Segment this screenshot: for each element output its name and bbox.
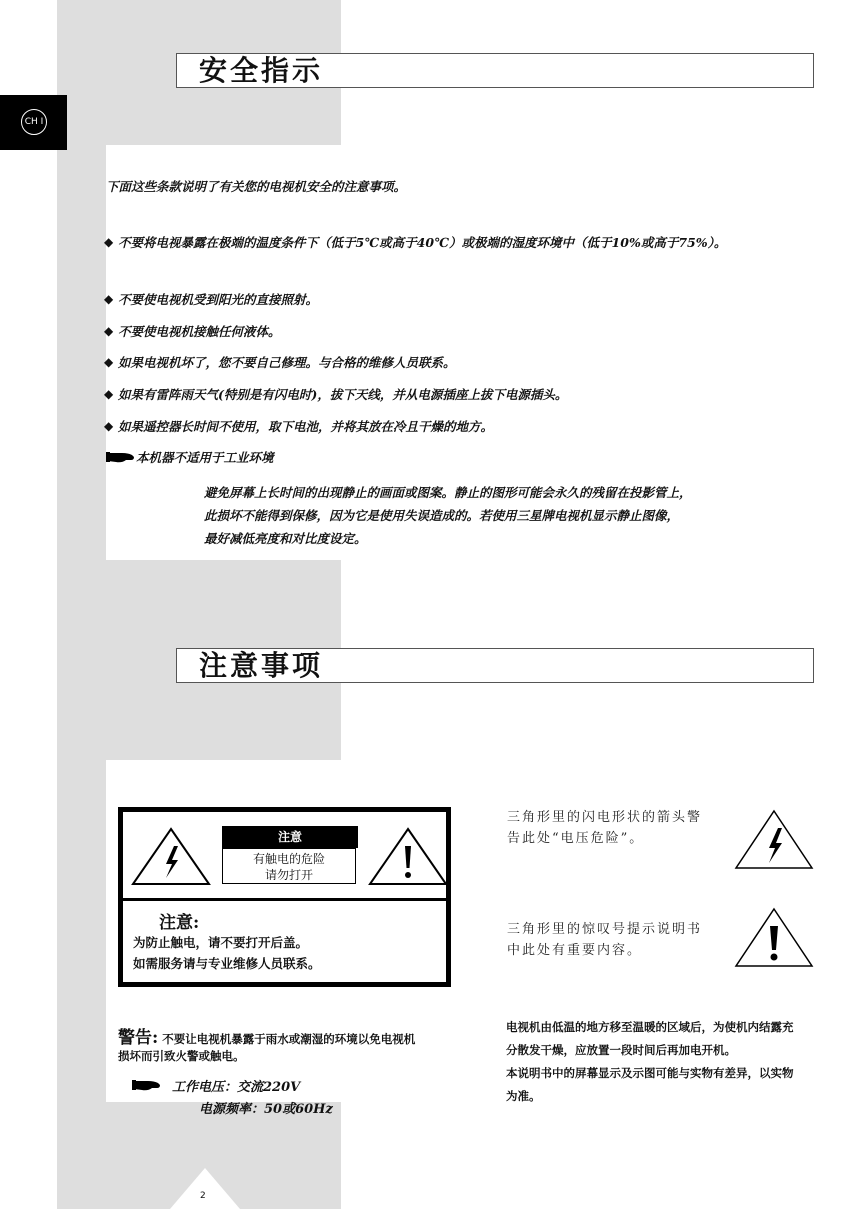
diamond-icon: ◆ bbox=[104, 324, 114, 338]
lightning-triangle-icon bbox=[733, 808, 815, 872]
label-sub-line: 有触电的危险 bbox=[252, 852, 325, 866]
section-title-box bbox=[176, 53, 814, 88]
bullet-item bbox=[104, 321, 818, 342]
diamond-icon: ◆ bbox=[104, 419, 114, 433]
label-sub-line: 请勿打开 bbox=[264, 868, 313, 882]
exclamation-desc: 中此处有重要内容。 bbox=[507, 943, 643, 958]
grey-band-left bbox=[57, 145, 106, 560]
caution-heading: 注意: bbox=[159, 913, 200, 933]
note-line: 最好减低亮度和对比度设定。 bbox=[204, 531, 367, 546]
section-title: 注意事项 bbox=[199, 649, 324, 682]
label-sub bbox=[222, 848, 356, 884]
caution-divider bbox=[123, 898, 446, 901]
bullet-text: 不要使电视机接触任何液体。 bbox=[118, 324, 281, 339]
difference-text: 为准。 bbox=[506, 1089, 541, 1103]
exclamation-desc: 三角形里的惊叹号提示说明书 bbox=[507, 922, 703, 937]
section-title: 安全指示 bbox=[199, 54, 324, 87]
lightning-desc: 三角形里的闪电形状的箭头警 bbox=[507, 810, 703, 825]
note-heading: 本机器不适用于工业环境 bbox=[136, 450, 274, 465]
bullet-text: 如果有雷阵雨天气(特别是有闪电时)，拔下天线，并从电源插座上拔下电源插头。 bbox=[118, 387, 568, 402]
page-marker-icon bbox=[170, 1168, 240, 1209]
page-number: 2 bbox=[200, 1191, 206, 1201]
grey-band-left2 bbox=[57, 760, 106, 1209]
condensation-text: 电视机由低温的地方移至温暖的区域后，为使机内结露充 bbox=[506, 1020, 794, 1034]
note-line: 此损坏不能得到保修，因为它是使用失误造成的。若使用三星牌电视机显示静止图像， bbox=[204, 508, 680, 523]
bullet-item bbox=[104, 384, 818, 405]
lightning-desc: 告此处“电压危险”。 bbox=[507, 831, 645, 846]
language-tab-label: CH I bbox=[21, 109, 47, 135]
lightning-triangle-icon bbox=[130, 826, 212, 888]
bullet-text: 如果电视机坏了，您不要自己修理。与合格的维修人员联系。 bbox=[118, 355, 456, 370]
caution-line: 如需服务请与专业维修人员联系。 bbox=[133, 956, 321, 971]
diamond-icon: ◆ bbox=[104, 235, 114, 249]
intro-text: 下面这些条款说明了有关您的电视机安全的注意事项。 bbox=[106, 179, 407, 194]
warning-label: 警告: bbox=[118, 1028, 159, 1048]
language-tab bbox=[0, 95, 67, 150]
bullet-item bbox=[104, 289, 818, 310]
difference-text: 本说明书中的屏幕显示及示图可能与实物有差异，以实物 bbox=[506, 1066, 794, 1080]
diamond-icon: ◆ bbox=[104, 387, 114, 401]
exclamation-triangle-icon bbox=[733, 906, 815, 970]
bullet-text: 如果遥控器长时间不使用，取下电池，并将其放在冷且干燥的地方。 bbox=[118, 419, 494, 434]
warning-text: 损坏而引致火警或触电。 bbox=[118, 1049, 245, 1063]
pointing-hand-icon bbox=[132, 1077, 162, 1093]
label-header: 注意 bbox=[222, 826, 358, 848]
bullet-item bbox=[104, 232, 818, 253]
condensation-text: 分散发干燥，应放置一段时间后再加电开机。 bbox=[506, 1043, 736, 1057]
bullet-text: 不要使电视机受到阳光的直接照射。 bbox=[118, 292, 319, 307]
note-line: 避免屏幕上长时间的出现静止的画面或图案。静止的图形可能会永久的残留在投影管上， bbox=[204, 485, 692, 500]
bullet-text: 不要将电视暴露在极端的温度条件下（低于5℃或高于40℃）或极端的湿度环境中（低于10%或高于75%）。 bbox=[118, 235, 727, 250]
pointing-hand-icon bbox=[106, 449, 136, 465]
section-title-box bbox=[176, 648, 814, 683]
voltage-label: 工作电压：交流220V bbox=[172, 1080, 301, 1095]
caution-line: 为防止触电，请不要打开后盖。 bbox=[133, 935, 309, 950]
diamond-icon: ◆ bbox=[104, 292, 114, 306]
warning-text: 不要让电视机暴露于雨水或潮湿的环境以免电视机 bbox=[162, 1032, 416, 1046]
diamond-icon: ◆ bbox=[104, 355, 114, 369]
exclamation-triangle-icon bbox=[367, 826, 449, 888]
bullet-item bbox=[104, 416, 818, 437]
bullet-item bbox=[104, 352, 818, 373]
frequency-label: 电源频率：50或60Hz bbox=[199, 1102, 333, 1117]
